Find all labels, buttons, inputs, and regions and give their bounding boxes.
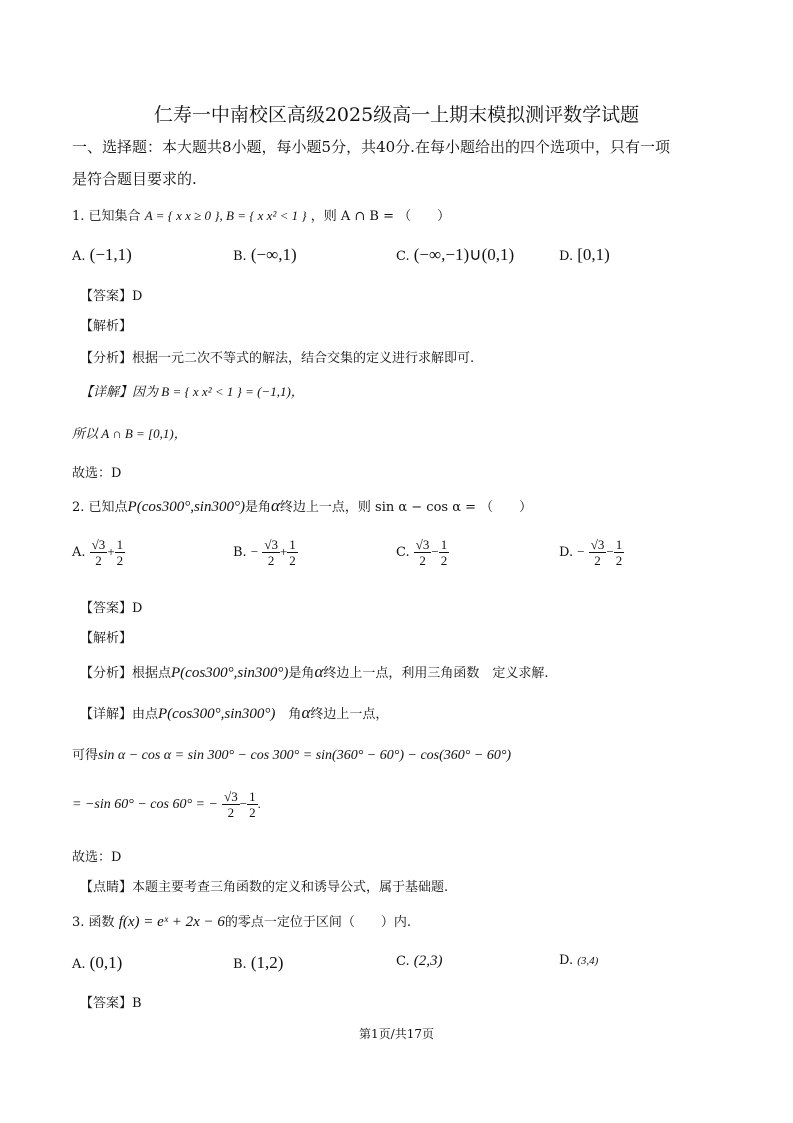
question-1-stem — [72, 205, 450, 224]
q3-option-a — [72, 953, 122, 973]
denominator: 2 — [267, 553, 275, 568]
q2-stem-a: 2. 已知点 — [72, 500, 128, 515]
numerator: 1 — [289, 537, 296, 552]
q1-option-b — [233, 245, 297, 265]
option-value: (0,1) — [89, 953, 123, 972]
q1-suffix: ，则 A ∩ B = （ ） — [310, 209, 451, 224]
option-letter: D. — [559, 249, 574, 264]
option-letter: C. — [396, 545, 410, 560]
question-3-stem — [72, 911, 411, 931]
option-sign: − — [250, 544, 259, 559]
q3-stem-a: 3. 函数 — [72, 915, 115, 930]
option-operator: + — [107, 544, 115, 559]
option-letter: D. — [559, 545, 574, 560]
q1-so-text: 所以 A ∩ B = [0,1)， — [72, 426, 187, 441]
q2-analysis-tag: 【解析】 — [80, 631, 133, 646]
option-letter: A. — [72, 545, 86, 560]
numerator: √3 — [264, 537, 278, 552]
option-letter: D. — [559, 953, 574, 968]
q2-choose: 故选：D — [72, 850, 122, 865]
q2-point: P(cos300°,sin300°) — [171, 665, 289, 681]
q1-set-a: A = { x x ≥ 0 } — [144, 208, 220, 223]
q2-result: = −sin 60° − cos 60° = − $\frac{√3}{2}$ − $\frac{1}{2}$ . — [72, 789, 261, 820]
option-letter: C. — [396, 954, 410, 969]
q2-option-c — [396, 538, 449, 567]
page-footer: 第1页/共17页 — [359, 1027, 434, 1041]
q1-detail-text: 【详解】因为 B = { x x² < 1 } = (−1,1)， — [80, 384, 304, 399]
q1-set-b: , B = { x x² < 1 } — [219, 208, 307, 223]
q1-answer: 【答案】D — [80, 289, 143, 304]
q2-point: P(cos300°,sin300°) — [158, 706, 276, 722]
q1-prefix: 1. 已知集合 — [72, 209, 141, 224]
denominator: 2 — [95, 553, 102, 568]
q2-alpha: α — [301, 703, 311, 722]
option-letter: C. — [396, 249, 410, 264]
option-value: (1,2) — [250, 953, 284, 972]
option-value: (3,4) — [577, 955, 599, 967]
q3-option-d — [559, 953, 598, 968]
q1-option-c — [396, 245, 514, 265]
q1-option-d — [559, 245, 610, 265]
denominator: 2 — [116, 553, 124, 568]
numerator: 1 — [615, 537, 623, 552]
q2-stem-c: 终边上一点，则 sin α − cos α = （ ） — [279, 500, 533, 515]
q2-detail-b: 角 — [275, 707, 302, 722]
numerator: 1 — [249, 789, 256, 804]
denominator: 2 — [594, 553, 601, 568]
denominator: 2 — [440, 553, 448, 568]
option-operator: + — [279, 544, 288, 559]
numerator: 1 — [116, 537, 124, 552]
denominator: 2 — [227, 805, 235, 820]
numerator: √3 — [415, 537, 430, 552]
q2-fenxi-a: 【分析】根据点 — [80, 666, 172, 681]
q2-answer: 【答案】D — [80, 601, 143, 616]
question-2-stem — [72, 496, 532, 516]
section-heading-line2: 是符合题目要求的. — [72, 170, 197, 188]
q2-detail-c: 终边上一点， — [310, 707, 389, 722]
option-value: (−∞,−1)∪(0,1) — [413, 245, 515, 264]
q2-option-d — [559, 538, 624, 567]
denominator: 2 — [615, 553, 623, 568]
section-heading-line1: 一、选择题：本大题共8小题，每小题5分，共40分.在每小题给出的四个选项中，只有一项 — [72, 138, 670, 156]
option-value: (−1,1) — [89, 245, 132, 264]
denominator: 2 — [419, 553, 426, 568]
option-letter: B. — [233, 957, 247, 972]
denominator: 2 — [289, 553, 296, 568]
numerator: √3 — [590, 537, 605, 552]
q3-answer: 【答案】B — [80, 996, 142, 1011]
q1-fenxi: 【分析】根据一元二次不等式的解法，结合交集的定义进行求解即可. — [80, 351, 475, 366]
q2-deduce — [72, 744, 511, 764]
q2-fenxi-b: 是角 — [288, 666, 315, 681]
q1-choose: 故选：D — [72, 466, 122, 481]
option-letter: A. — [72, 957, 86, 972]
option-value: (2,3) — [413, 953, 443, 969]
numerator: √3 — [224, 789, 238, 804]
option-letter: B. — [233, 249, 247, 264]
page-title: 仁寿一中南校区高级2025级高一上期末模拟测评数学试题 — [153, 104, 640, 126]
q2-point: P(cos300°,sin300°) — [127, 499, 245, 515]
option-operator: − — [606, 544, 614, 559]
q2-deduce-prefix: 可得 — [72, 748, 99, 763]
q2-deduce-math: sin α − cos α = sin 300° − cos 300° = sin(360° − 60°) − cos(360° − 60°) — [98, 748, 512, 763]
option-letter: A. — [72, 249, 86, 264]
q2-fenxi-c: 终边上一点，利用三角函数 定义求解. — [323, 666, 549, 681]
q1-detail — [80, 381, 304, 400]
numerator: √3 — [91, 537, 106, 552]
q2-detail — [80, 703, 388, 723]
denominator: 2 — [249, 805, 256, 820]
q3-option-b — [233, 953, 283, 973]
q2-dianjing: 【点睛】本题主要考查三角函数的定义和诱导公式，属于基础题. — [80, 880, 449, 895]
numerator: 1 — [440, 537, 448, 552]
option-value: [0,1) — [577, 245, 610, 264]
q1-analysis-tag: 【解析】 — [80, 319, 133, 334]
q2-option-a — [72, 538, 125, 567]
option-operator: − — [431, 544, 439, 559]
q3-func: f(x) = eˣ + 2x − 6 — [118, 914, 225, 930]
q1-so — [72, 423, 187, 442]
option-sign: − — [577, 544, 585, 559]
q2-detail-a: 【详解】由点 — [80, 707, 159, 722]
q2-stem-b: 是角 — [244, 500, 271, 515]
q3-option-c — [396, 953, 443, 970]
q1-option-a — [72, 245, 132, 265]
q3-stem-b: 的零点一定位于区间（ ）内. — [224, 915, 412, 930]
q2-alpha: α — [314, 662, 324, 681]
q2-fenxi — [80, 662, 549, 682]
option-value: (−∞,1) — [250, 245, 297, 264]
q2-result-math: = −sin 60° − cos 60° = − — [72, 797, 218, 812]
q2-option-b — [233, 538, 298, 567]
q2-alpha: α — [270, 496, 280, 515]
option-letter: B. — [233, 545, 247, 560]
